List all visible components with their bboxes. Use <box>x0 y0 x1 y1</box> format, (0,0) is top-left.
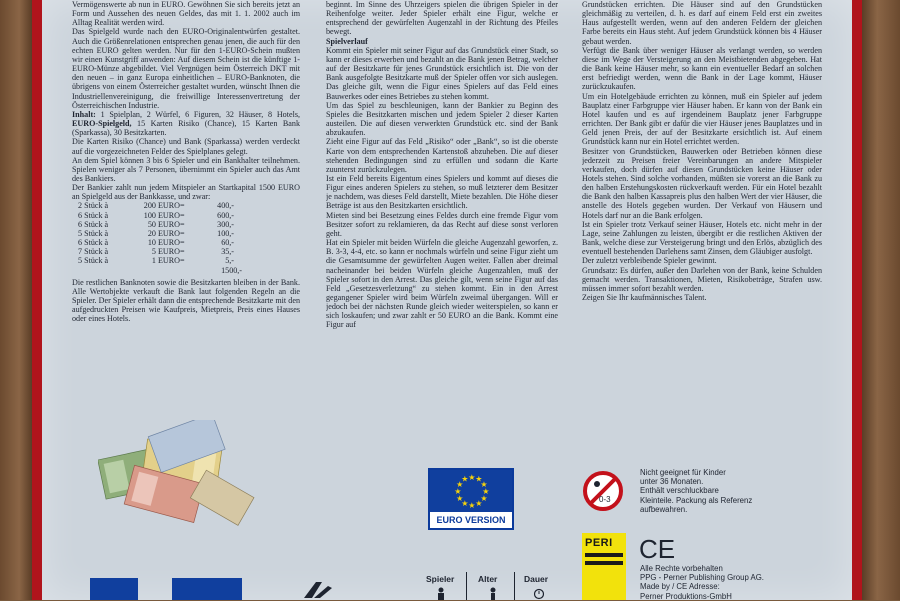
eu-star-icon: ★ <box>461 474 469 484</box>
money-cell: 7 Stück à <box>78 247 109 257</box>
money-cell: 6 Stück à <box>78 210 109 220</box>
game-info-bar <box>426 572 576 600</box>
eu-stars-icon <box>430 470 512 512</box>
money-cell: 10 EURO <box>147 238 180 248</box>
money-cell: 6 Stück à <box>78 238 109 248</box>
divider <box>514 572 515 600</box>
money-cell: = <box>180 210 185 220</box>
rules-paragraph: An dem Spiel können 3 bis 6 Spieler und ein Bankhalter teilnehmen. Spielen weniger als 7 Personen, übernimmt ein Spieler auch das Amt des Bankiers. <box>72 155 300 183</box>
money-row <box>78 238 300 247</box>
money-cell: 200 EURO <box>143 201 180 211</box>
rules-paragraph: Grundstücken errichten. Die Häuser sind auf den Grundstücken gleichmäßig zu verteilen, d. h. es darf auf einem Feld erst ein zweites Haus aufgestellt werden, wenn auf den anderen Feldern der gleichen Farbe bereits ein Haus steht. Auf jedem Grundstück können bis 4 Häuser gebaut werden. <box>582 0 822 46</box>
eu-star-icon: ★ <box>454 486 462 496</box>
age-warning-text <box>640 468 800 514</box>
money-cell: 5,- <box>225 256 234 266</box>
eu-star-icon: ★ <box>468 472 476 482</box>
euro-money-heading: EURO-Spielgeld, <box>72 119 132 129</box>
rules-column-1 <box>72 0 300 410</box>
age-label: Alter <box>478 574 498 584</box>
rules-paragraph: Ist ein Feld bereits Eigentum eines Spielers und kommt auf dieses die Figur eines anderen Spielers zu stehen, so muß letzterer dem Besitzer je nachdem, was dieses Feld darstellt, Miete bezahlen. Die Höhe dieser Beträge ist aus den Besitzkarten ersichtlich. <box>326 173 558 211</box>
players-label: Spieler <box>426 574 455 584</box>
box-red-edge-left <box>32 0 42 600</box>
eu-star-icon: ★ <box>456 479 464 489</box>
starting-money-table <box>78 201 300 265</box>
money-row <box>78 229 300 238</box>
eu-star-icon: ★ <box>461 498 469 508</box>
money-cell: = <box>180 256 185 266</box>
money-cell: = <box>180 238 185 248</box>
money-cell: 600,- <box>217 210 234 220</box>
money-cell: 300,- <box>217 219 234 229</box>
money-cell: 50 EURO <box>147 219 180 229</box>
duration-clock-icon <box>534 587 544 600</box>
money-cell: 60,- <box>221 238 234 248</box>
peri-label: PERI <box>585 537 613 549</box>
euro-banknotes-illustration <box>98 420 258 530</box>
game-box-back <box>42 0 852 600</box>
publisher-logo <box>298 578 338 600</box>
ce-mark: CE <box>639 534 676 564</box>
contents-paragraph <box>72 110 300 137</box>
money-cell: = <box>180 247 185 257</box>
money-cell: 100 EURO <box>143 210 180 220</box>
eu-star-icon: ★ <box>482 486 490 496</box>
rules-paragraph: Zeigen Sie Ihr kaufmännisches Talent. <box>582 293 707 302</box>
contents-text-2: 15 Karten Risiko (Chance), 15 Karten Bank (Sparkassa), 30 Besitzkarten. <box>72 119 300 138</box>
wood-background-right <box>862 0 900 600</box>
age-warning-icon <box>582 470 624 512</box>
eu-star-icon: ★ <box>480 479 488 489</box>
euro-version-label: EURO VERSION <box>430 512 512 528</box>
money-row <box>78 256 300 265</box>
publisher-line: Made by / CE Adresse: <box>640 582 720 592</box>
money-cell: 6 Stück à <box>78 219 109 229</box>
money-row <box>78 220 300 229</box>
eu-flag-small <box>90 578 138 600</box>
players-icon <box>436 587 446 600</box>
contents-heading: Inhalt: <box>72 109 96 119</box>
money-cell: 1 EURO <box>151 256 180 266</box>
eu-star-icon: ★ <box>475 498 483 508</box>
euro-version-logo <box>428 468 514 530</box>
section-heading: Spielverlauf <box>326 36 368 46</box>
publisher-line: Perner Produktions-GmbH <box>640 591 732 601</box>
money-cell: = <box>180 201 185 211</box>
money-total: 1500,- <box>221 265 242 275</box>
rules-paragraph: Kommt ein Spieler mit seiner Figur auf das Grundstück einer Stadt, so kann er dieses erwerben und bezahlt an die Bank jenen Betrag, welcher auf der Besitzkarte für jenes Grundstück ersichtlich ist. Die von der Bank ausgefolgte Besitzkarte muß der Spieler offen vor sich auslegen. Das gleiche gilt, wenn die Figur eines Spielers auf das Feld eines Bauwerkes oder eines Betriebes zu stehen kommt. <box>326 45 558 101</box>
money-cell: 2 Stück à <box>78 201 109 211</box>
box-red-edge-right <box>852 0 862 600</box>
peri-logo <box>582 533 626 600</box>
eu-star-icon: ★ <box>480 493 488 503</box>
rules-paragraph: Verfügt die Bank über weniger Häuser als verlangt werden, so werden diese im Wege der Versteigerung an den Meistbietenden abgegeben. Hat die Bank keine Häuser mehr, so kann ein eventueller Bedarf an solchen erst befriedigt werden, wenn die Bank in der Lage kommt, Häuser zurückzukaufen. <box>582 45 822 92</box>
rules-paragraph: Der Bankier zahlt nun jedem Mitspieler an Startkapital 1500 EURO an Spielgeld aus der Bankkasse, und zwar: <box>72 183 300 202</box>
warning-line: Nicht geeignet für Kinder <box>640 468 726 477</box>
wood-background-left <box>0 0 32 600</box>
money-cell: = <box>180 228 185 238</box>
rules-paragraph: Die Karten Risiko (Chance) und Bank (Sparkassa) werden verdeckt auf die vorgezeichneten Felder des Spielplanes gelegt. <box>72 137 300 156</box>
publisher-info <box>640 564 810 601</box>
divider <box>466 572 467 600</box>
money-row <box>78 211 300 220</box>
eu-star-icon: ★ <box>456 493 464 503</box>
warning-line: unter 36 Monaten. <box>640 477 704 487</box>
money-cell: 20 EURO <box>147 228 180 238</box>
eu-star-icon: ★ <box>468 500 476 510</box>
eu-star-icon: ★ <box>475 474 483 484</box>
rules-column-3 <box>582 0 822 425</box>
money-cell: 5 Stück à <box>78 256 109 266</box>
money-cell: 5 EURO <box>151 247 180 257</box>
rules-paragraph: Besitzer von Grundstücken, Bauwerken oder Betrieben können diese jederzeit zu Preisen freier Vereinbarungen an andere Mitspieler verkaufen, doch dürfen auf diesen Grundstücken keine Häuser oder Hotels stehen. Sind solche vorhanden, müßten sie vorerst an die Bank zu den halben Erstehungskosten rückverkauft werden. Für ein Hotel bezahlt die Bank den halben Kassapreis plus den halben Wert der vier Häuser, die anstelle des Hotels gegeben wurden. Der Verkauf von Häusern und Hotels darf nur an die Bank erfolgen. <box>582 146 822 220</box>
duration-label: Dauer <box>524 574 549 584</box>
money-cell: 35,- <box>221 247 234 257</box>
publisher-line: Alle Rechte vorbehalten <box>640 564 723 573</box>
warning-line: Kleinteile. Packung als Referenz <box>640 495 753 505</box>
money-row <box>78 247 300 256</box>
rules-paragraph: Um ein Hotelgebäude errichten zu können, muß ein Spieler auf jedem Bauplatz einer Farbgruppe vier Häuser haben. Er kann von der Bank ein Hotel kaufen und es auf irgendeinem Bauplatz jener Farbgruppe errichten. Der Bank gibt er dafür die vier Häuser jenes Bauplatzes und in Geld jenen Preis, der auf der Besitzkarte ersichtlich ist. Auf einem Grundstück kann nur ein Hotel errichtet werden. <box>582 91 822 147</box>
rules-paragraph: Ist ein Spieler trotz Verkauf seiner Häuser, Hotels etc. nicht mehr in der Lage, seine Zahlungen zu leisten, übergibt er die restlichen Aktiven der Bank, welche diese zur Versteigerung bringt und den Erlös, abzüglich des eventuell bestehenden Darlehens samt Zinsen, dem Gläubiger ausfolgt. <box>582 219 822 257</box>
money-cell: = <box>180 219 185 229</box>
money-cell: 400,- <box>217 201 234 211</box>
age-icon <box>488 587 498 600</box>
rules-paragraph: Um das Spiel zu beschleunigen, kann der Bankier zu Beginn des Spieles die Besitzkarten mischen und jedem Spieler 2 dieser Karten austeilen. Die auf diesen verwerkten Grundstück etc. sind der Bank abzukaufen. <box>326 100 558 138</box>
rules-column-2 <box>326 0 558 425</box>
rules-paragraph: Hat ein Spieler mit beiden Würfeln die gleiche Augenzahl geworfen, z. B. 3-3, 4-4, etc. so kann er nochmals würfeln und seine Figur zieht um die Gesamtsumme der gewürfelten Augen weiter. Fallen aber dreimal nacheinander bei beiden Würfeln gleiche Augenzahlen, muß der Spieler sofort in den Arrest. Das gleiche gilt, wenn seine Figur auf das Feld „Gesetzesverletzung“ zu stehen kommt. Ein in den Arrest gegangener Spieler wird beim Würfeln zweimal übergangen. Will er jedoch bei der nächsten Runde gleich wieder weiterspielen, so kann er sich loskaufen; und zwar zahlt er 50 EURO an die Bank. Kommt eine Figur auf <box>326 238 558 330</box>
rules-paragraph: beginnt. Im Sinne des Uhrzeigers spielen die übrigen Spieler in der Reihenfolge weiter. Jeder Spieler erhält eine Figur, welche er entsprechend der gewürfelten Augenzahl in der Richtung des Pfeiles bewegt. <box>326 0 558 37</box>
eu-flag <box>430 470 512 512</box>
money-cell: 5 Stück à <box>78 228 109 238</box>
warning-line: Enthält verschluckbare <box>640 486 719 496</box>
rules-paragraph: Grundsatz: Es dürfen, außer den Darlehen von der Bank, keine Schulden gemacht werden. Transaktionen, Mieten, Risikobeträge, Strafen usw. müssen immer sofort bezahlt werden. <box>582 265 822 293</box>
rules-paragraph: Das Spielgeld wurde nach den EURO-Originalentwürfen gestaltet. Auch die Größenrelationen entsprechen genau jenen, die auch für den echten EURO gelten werden. Nur für den 1-EURO-Schein mußten wir einen Kunstgriff anwenden: Auf diesem Schein ist die künftige 1-EURO-Münze abgebildet. Viel Vergnügen beim Österreich DKT mit den neuen – in ganz Europa einheitlichen – EURO-Banknoten, die übrigens von einem Österreicher gestaltet wurden, wünscht Ihnen die Industriellenvereinigung, die freiwillige Interessenvertretung der Österreichischen Industrie. <box>72 27 300 110</box>
rules-paragraph: Vermögenswerte ab nun in EURO. Gewöhnen Sie sich bereits jetzt an Form und Aussehen des neuen Geldes, das mit 1. 1. 2002 auch im Alltag Realität werden wird. <box>72 0 300 28</box>
rules-paragraph: Zieht eine Figur auf das Feld „Risiko“ oder „Bank“, so ist die oberste Karte von dem entsprechenden Kartenstoß abzuheben. Die auf dieser stehenden Bedingungen sind zu erfüllen und sodann die Karte zuunterst zurückzulegen. <box>326 137 558 174</box>
eu-flag-small <box>172 578 242 600</box>
rules-paragraph: Die restlichen Banknoten sowie die Besitzkarten bleiben in der Bank. Alle Wertobjekte verkauft die Bank laut folgenden Regeln an die Spieler. Der Spieler erhält dann die entsprechende Besitzkarte mit den aufgedruckten Preisen wie Kaufpreis, Mietpreis, Preis eines Hauses oder eines Hotels. <box>72 277 300 324</box>
rules-paragraph: Der zuletzt verbleibende Spieler gewinnt. <box>582 256 717 266</box>
warning-line: aufbewahren. <box>640 504 688 514</box>
publisher-line: PPG - Perner Publishing Group AG. <box>640 573 764 583</box>
rules-paragraph: Mieten sind bei Besetzung eines Feldes durch eine fremde Figur vom Besitzer sofort zu reklamieren, da das Recht auf diese sonst verloren geht. <box>326 210 558 238</box>
peri-bar <box>585 553 623 557</box>
peri-bar <box>585 561 623 565</box>
money-row <box>78 201 300 210</box>
age-warning-range: 0-3 <box>599 495 611 504</box>
money-cell: 100,- <box>217 228 234 238</box>
contents-text: 1 Spielplan, 2 Würfel, 6 Figuren, 32 Häuser, 8 Hotels, <box>95 109 300 119</box>
